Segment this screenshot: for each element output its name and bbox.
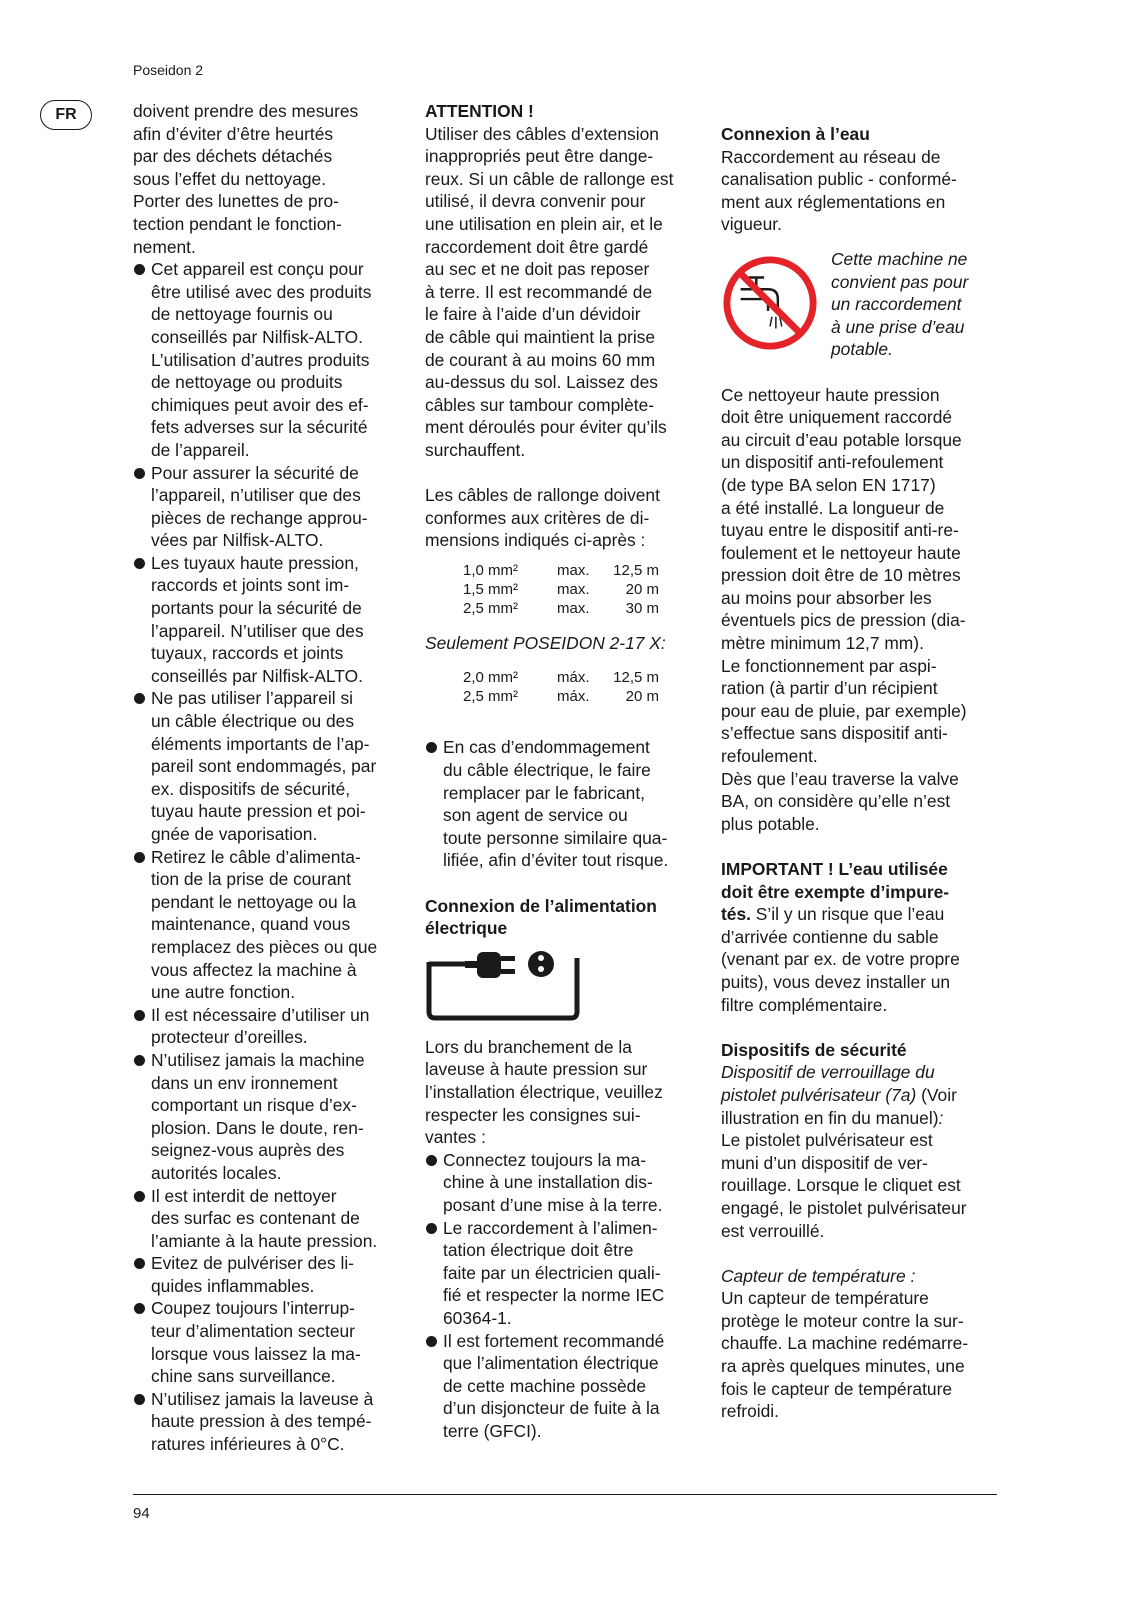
bullet-item: Ne pas utiliser l’appareil si un câble électrique ou des éléments importants de l’ap- pareil sont endommagés, par ex. dispositifs de sécurité, tuyau haute pression et poi- gnée de vaporisation. <box>133 687 403 845</box>
spec-cell: máx. <box>557 669 590 687</box>
bullet-item: Connectez toujours la ma- chine à une installation dis- posant d’une mise à la terre. <box>425 1149 705 1217</box>
cable-spec-table-2-17x <box>463 668 705 706</box>
water-connection-heading: Connexion à l’eau <box>721 124 870 144</box>
bullet-item: Le raccordement à l’alimen- tation électrique doit être faite par un électricien quali- fié et respecter la norme IEC 60364-1. <box>425 1217 705 1330</box>
column-1 <box>133 100 403 1456</box>
bullet-item: N’utilisez jamais la machine dans un env ironnement comportant un risque d’ex- plosion. Dans le doute, ren- seignez-vous auprès des autorités locales. <box>133 1049 403 1185</box>
language-badge: FR <box>40 100 92 130</box>
bullet-item: Il est interdit de nettoyer des surfac es contenant de l’amiante à la haute pression. <box>133 1185 403 1253</box>
water-connection-paragraph: Raccordement au réseau de canalisation public - conformé- ment aux réglementations en vigueur. <box>721 146 957 235</box>
bullet-item: Evitez de pulvériser des li- quides inflammables. <box>133 1252 403 1297</box>
extension-cable-paragraph: Les câbles de rallonge doivent conformes aux critères de di- mensions indiqués ci-après : <box>425 485 660 551</box>
bullet-item: N’utilisez jamais la laveuse à haute pression à des tempé- ratures inférieures à 0°C. <box>133 1388 403 1456</box>
temperature-sensor-paragraph: Un capteur de température protège le moteur contre la sur- chauffe. La machine redémarre- ra après quelques minutes, une fois le capteur de température refroidi. <box>721 1288 969 1422</box>
intro-paragraph: doivent prendre des mesures afin d’éviter d’être heurtés par des déchets détachés sous l’effet du nettoyage. Porter des lunettes de pro- tection pendant le fonction- nement. <box>133 101 359 257</box>
electrical-connection-icon <box>425 940 705 1036</box>
spec-row <box>463 687 705 706</box>
spec-row <box>463 668 705 687</box>
spec-cell: 2,0 mm² <box>463 669 519 687</box>
spec-cell: 20 m <box>625 580 659 598</box>
bullet-item: Cet appareil est conçu pour être utilisé avec des produits de nettoyage fournis ou conseillés par Nilfisk-ALTO. L’utilisation d’autres produits de nettoyage ou produits chimiques peut avoir des ef- fets adverses sur la sécurité de l’appareil. <box>133 258 403 461</box>
no-potable-water-notice <box>721 248 1001 361</box>
bullet-item: Pour assurer la sécurité de l’appareil, n’utiliser que des pièces de rechange approu- vées par Nilfisk-ALTO. <box>133 462 403 552</box>
bullet-item: Il est fortement recommandé que l’alimentation électrique de cette machine possède d’un disjoncteur de fuite à la terre (GFCI). <box>425 1330 705 1443</box>
spec-cell: 30 m <box>625 599 659 617</box>
bullet-item: Il est nécessaire d’utiliser un protecteur d’oreilles. <box>133 1004 403 1049</box>
page-number: 94 <box>133 1505 150 1522</box>
cable-spec-table <box>463 561 705 618</box>
spec-cell: 12,5 m <box>613 561 659 579</box>
column-2 <box>425 100 705 1443</box>
safety-bullets <box>133 258 403 1455</box>
important-paragraph <box>721 858 1001 1016</box>
spec-cell: max. <box>557 561 590 579</box>
attention-paragraph: Utiliser des câbles d’extension inappropriés peut être dange- reux. Si un câble de rallonge est utilisé, il devra convenir pour une utilisation en plein air, et le raccordement doit être gardé au sec et ne doit pas reposer à terre. Il est recommandé de le faire à l’aide d’un dévidoir de câble qui maintient la prise de courant à au moins 60 mm au-dessus du sol. Laissez des câbles sur tambour complète- ment déroulés pour éviter qu’ils surchauffent. <box>425 123 674 460</box>
spec-cell: 2,5 mm² <box>463 688 519 706</box>
spec-cell: 20 m <box>625 688 659 706</box>
bullet-item: Coupez toujours l’interrup- teur d’alimentation secteur lorsque vous laissez la ma- chine sans surveillance. <box>133 1297 403 1387</box>
gun-lock-paragraph: Dispositif de verrouillage du pistolet pulvérisateur (7a) (Voir illustration en fin du manuel): Le pistolet pulvérisateur est muni d’un dispositif de ver- rouillage. Lorsque le cliquet est engagé, le pistolet pulvérisateur est verrouillé. <box>721 1062 967 1241</box>
important-bold: IMPORTANT ! L’eau utilisée doit être exempte d’impure- tés. <box>721 859 950 925</box>
important-rest: S’il y un risque que l’eau d’arrivée contienne du sable (venant par ex. de votre propre puits), vous devez installer un filtre complémentaire. <box>721 904 960 1015</box>
spec-cell: 2,5 mm² <box>463 599 519 617</box>
gun-lock-title: Dispositif de verrouillage du pistolet pulvérisateur (7a) <box>721 1062 935 1105</box>
poseidon-only-label: Seulement POSEIDON 2-17 X: <box>425 632 666 653</box>
gun-lock-text: Le pistolet pulvérisateur est muni d’un dispositif de ver- rouillage. Lorsque le cliquet est engagé, le pistolet pulvérisateur est verrouillé. <box>721 1130 967 1241</box>
damage-bullet: En cas d’endommagement du câble électrique, le faire remplacer par le fabricant, son agent de service ou toute personne similaire qua- lifiée, afin d’éviter tout risque. <box>425 736 705 872</box>
spec-cell: 12,5 m <box>613 669 659 687</box>
backflow-paragraph: Ce nettoyeur haute pression doit être uniquement raccordé au circuit d’eau potable lorsque un dispositif anti-refoulement (de type BA selon EN 1717) a été installé. La longueur de tuyau entre le dispositif anti-re- foulement et le nettoyeur haute pression doit être de 10 mètres au moins pour absorber les éventuels pics de pression (dia- mètre minimum 12,7 mm). Le fonctionnement par aspi- ration (à partir d’un récipient pour eau de pluie, par exemple) s’effectue sans dispositif anti- refoulement. Dès que l’eau traverse la valve BA, on considère qu’elle n’est plus potable. <box>721 384 967 834</box>
column-3 <box>721 100 1001 1423</box>
spec-cell: 1,5 mm² <box>463 580 519 598</box>
spec-row <box>463 561 705 580</box>
spec-cell: máx. <box>557 688 590 706</box>
spec-cell: max. <box>557 599 590 617</box>
attention-heading: ATTENTION ! <box>425 101 534 121</box>
bullet-item: Les tuyaux haute pression, raccords et joints sont im- portants pour la sécurité de l’appareil. N’utiliser que des tuyaux, raccords et joints conseillés par Nilfisk-ALTO. <box>133 552 403 688</box>
temperature-sensor-heading: Capteur de température : <box>721 1265 916 1286</box>
safety-devices-heading: Dispositifs de sécurité <box>721 1039 907 1060</box>
electrical-connection-heading: Connexion de l’alimentation électrique <box>425 895 657 939</box>
spec-cell: 1,0 mm² <box>463 561 519 579</box>
document-header: Poseidon 2 <box>133 62 204 78</box>
no-potable-water-icon <box>721 248 831 358</box>
spec-row <box>463 580 705 599</box>
electrical-bullets <box>425 1149 705 1443</box>
footer-rule <box>133 1494 997 1495</box>
spec-row <box>463 599 705 618</box>
branch-paragraph: Lors du branchement de la laveuse à haute pression sur l’installation électrique, veuillez respecter les consignes sui- vantes : <box>425 1036 663 1148</box>
bullet-item: Retirez le câble d’alimenta- tion de la prise de courant pendant le nettoyage ou la maintenance, quand vous remplacez des pièces ou que vous affectez la machine à une autre fonction. <box>133 846 403 1004</box>
spec-cell: max. <box>557 580 590 598</box>
no-potable-water-caption: Cette machine ne convient pas pour un raccordement à une prise d’eau potable. <box>831 248 969 360</box>
